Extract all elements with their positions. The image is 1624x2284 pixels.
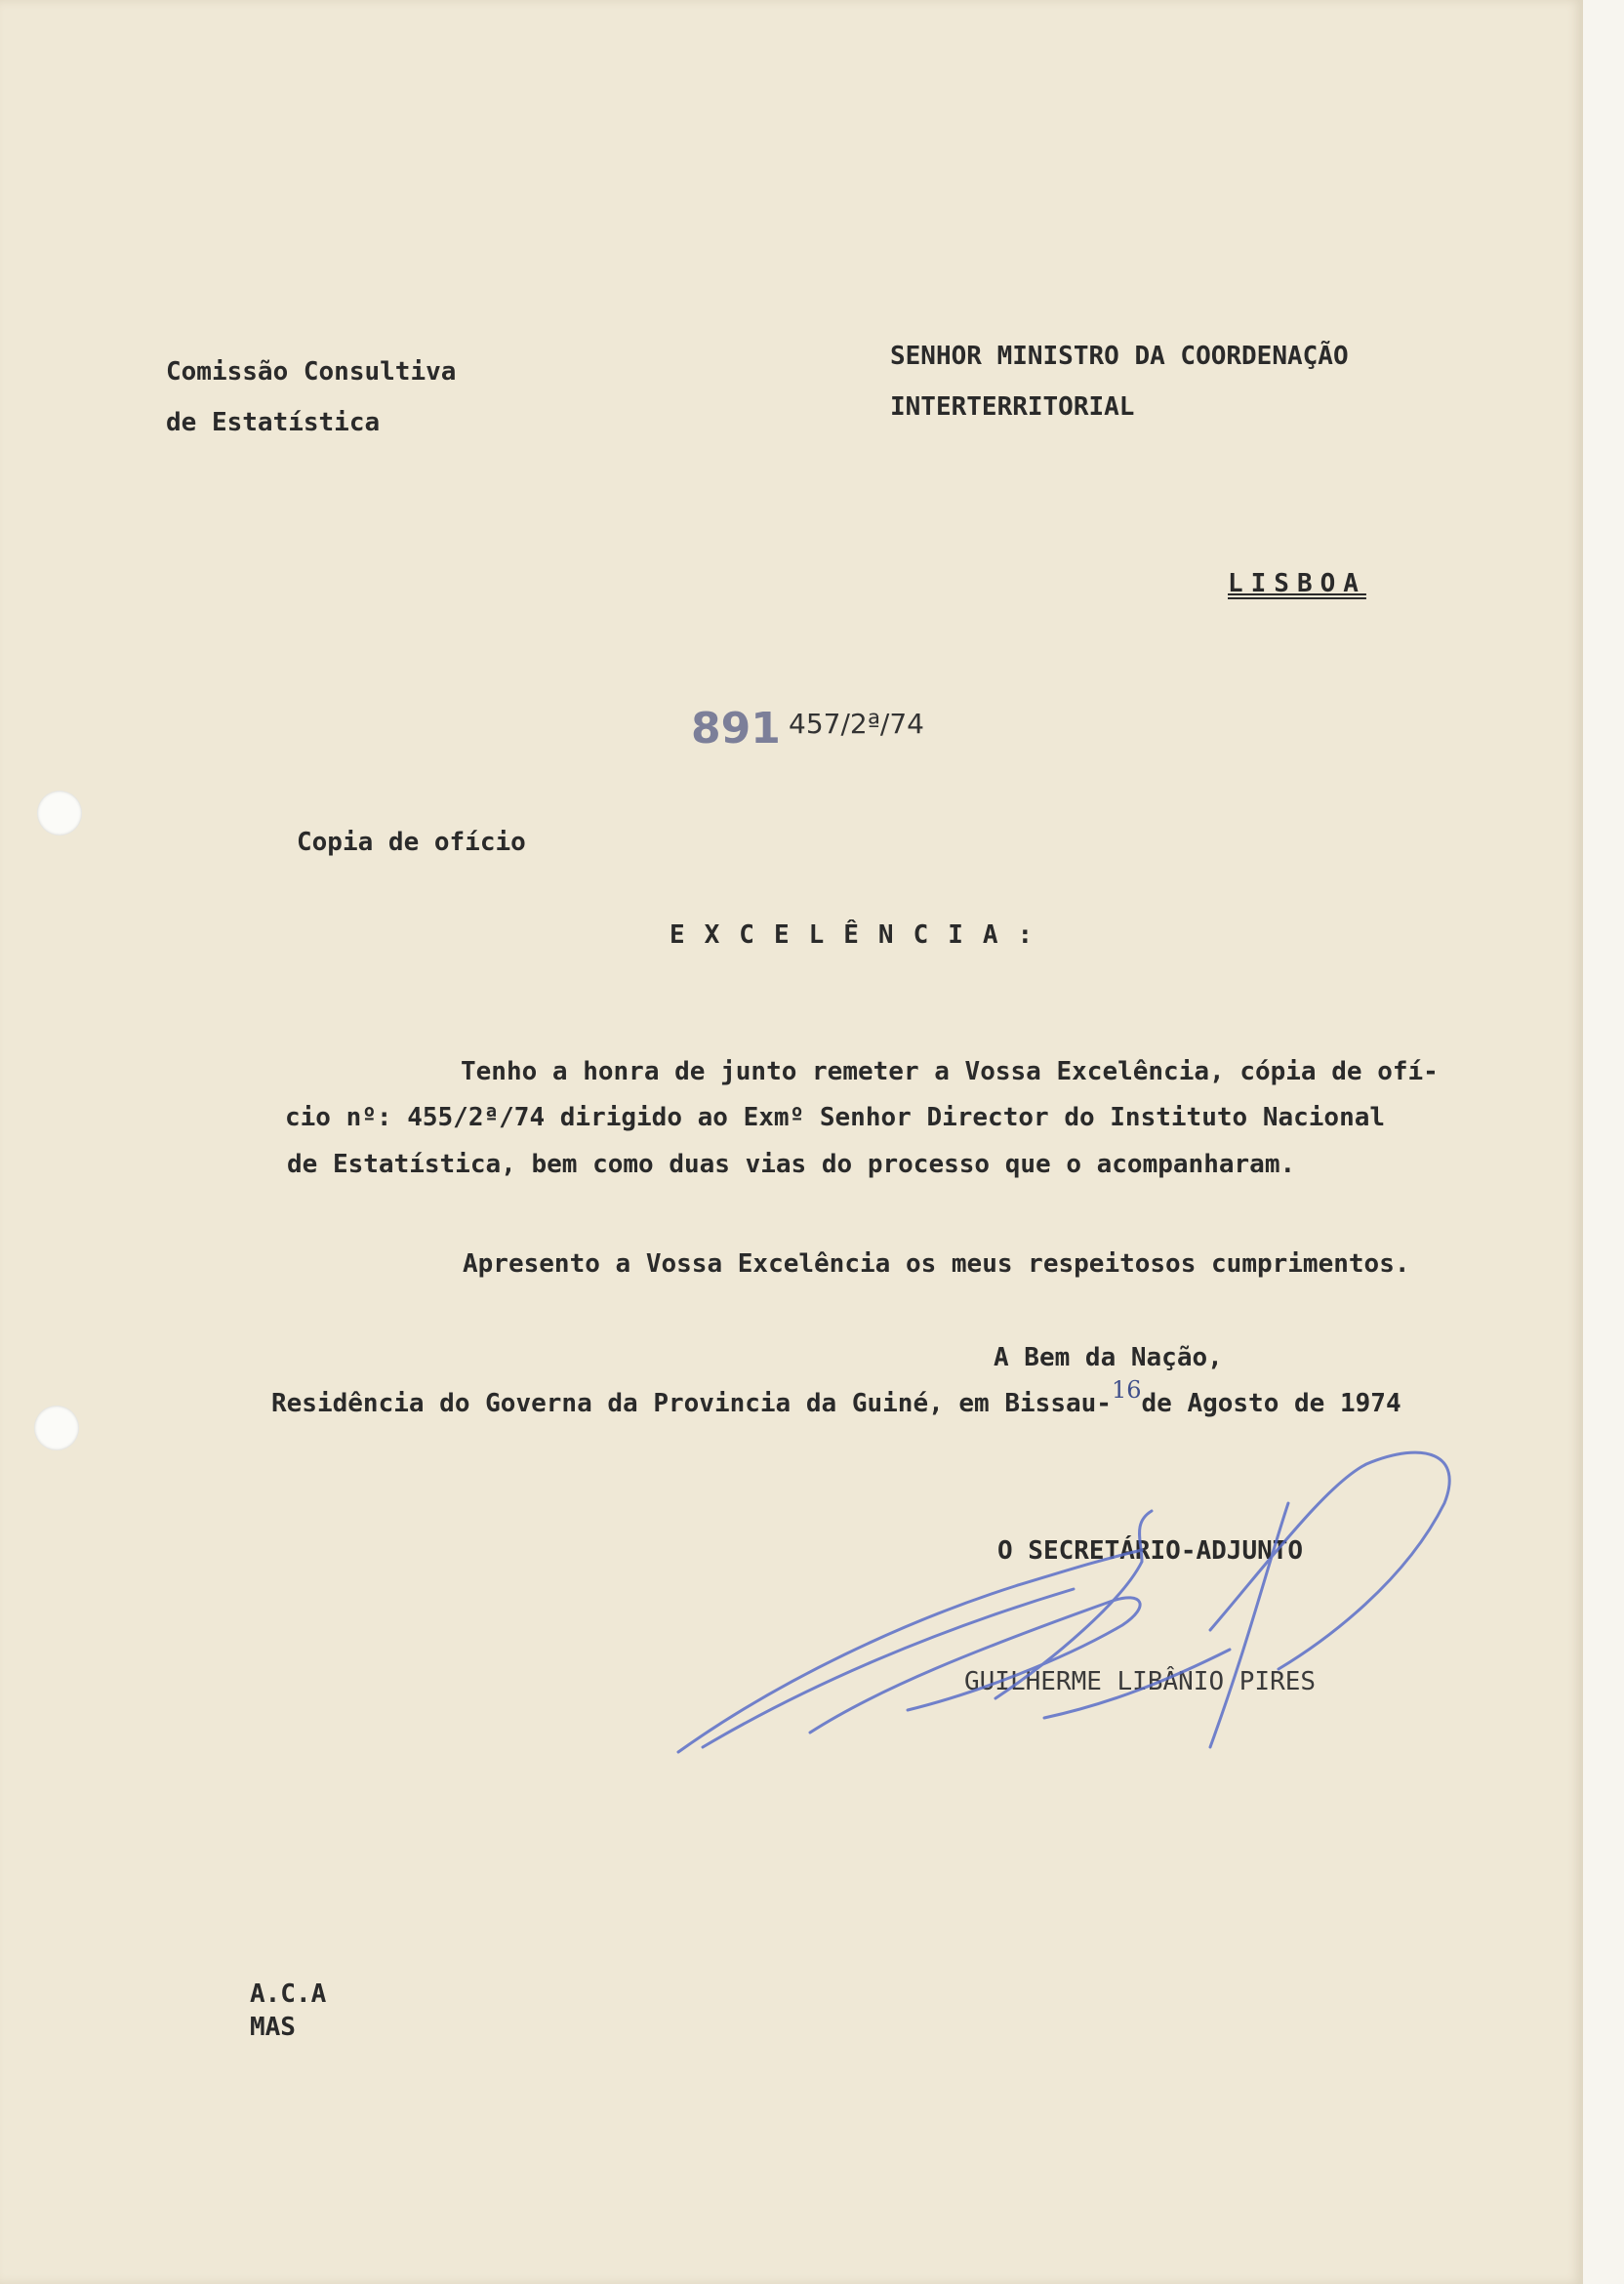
salutation: EXCELÊNCIA: [670,920,1053,950]
document-type: Copia de ofício [297,828,526,857]
reference-number: 457/2ª/74 [789,708,924,740]
signer-title: O SECRETÁRIO-ADJUNTO [997,1536,1304,1566]
paragraph-1-line-3: de Estatística, bem como duas vias do processo que o acompanharam. [287,1150,1296,1179]
recipient-city: LISBOA [1228,569,1366,598]
recipient-line-2: INTERTERRITORIAL [890,392,1135,422]
place-date-suffix: de Agosto de 1974 [1141,1389,1401,1418]
closing: A Bem da Nação, [994,1343,1223,1372]
initials-line-2: MAS [250,2013,296,2042]
initials-line-1: A.C.A [250,1979,327,2009]
stamp-number: 891 [691,704,781,754]
handwritten-day: 16 [1111,1376,1142,1404]
sender-line-2: de Estatística [166,408,381,437]
paragraph-2: Apresento a Vossa Excelência os meus respeitosos cumprimentos. [463,1249,1410,1279]
signer-name: GUILHERME LIBÂNIO PIRES [964,1667,1317,1696]
sender-line-1: Comissão Consultiva [166,357,457,387]
recipient-line-1: SENHOR MINISTRO DA COORDENAÇÃO [890,342,1349,371]
place-date-prefix: Residência do Governa da Provincia da Guiné, em Bissau- [271,1389,1112,1418]
paragraph-1-line-1: Tenho a honra de junto remeter a Vossa Excelência, cópia de ofí- [461,1057,1439,1086]
paragraph-1-line-2: cio nº: 455/2ª/74 dirigido ao Exmº Senhor Director do Instituto Nacional [285,1103,1386,1132]
